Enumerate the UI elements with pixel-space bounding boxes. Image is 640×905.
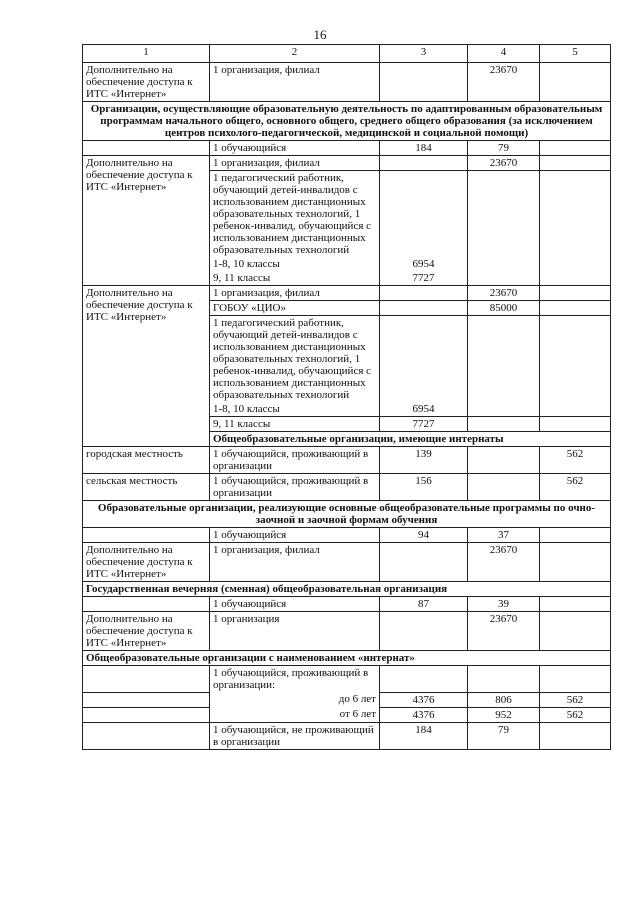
table-row bbox=[83, 156, 611, 171]
row-value: 139 bbox=[380, 447, 468, 474]
row-value: 184 bbox=[380, 722, 468, 749]
row-value: 7727 bbox=[380, 417, 468, 432]
section-title-correspondence: Образовательные организации, реализующие основные общеобразовательные программы по очно-заочной и заочной формам обучения bbox=[83, 501, 611, 528]
table-row bbox=[83, 447, 611, 474]
row-unit: 9, 11 классы bbox=[210, 417, 380, 432]
table-row bbox=[83, 286, 611, 301]
row-unit: 1 обучающийся, не проживающий в организации bbox=[210, 722, 380, 749]
row-value: 156 bbox=[380, 474, 468, 501]
row-unit: 1-8, 10 классы bbox=[210, 257, 380, 271]
row-unit: 1 обучающийся bbox=[210, 141, 380, 156]
row-value: 23670 bbox=[468, 156, 540, 171]
column-header-row bbox=[83, 45, 611, 63]
table-row bbox=[83, 612, 611, 651]
row-value: 39 bbox=[468, 597, 540, 612]
row-label: городская местность bbox=[83, 447, 210, 474]
row-unit: 1-8, 10 классы bbox=[210, 402, 380, 417]
row-unit: 1 обучающийся, проживающий в организации bbox=[210, 447, 380, 474]
row-value: 23670 bbox=[468, 543, 540, 582]
row-label: Дополнительно на обеспечение доступа к ИТС «Интернет» bbox=[83, 63, 210, 102]
col-header-2: 2 bbox=[210, 45, 380, 63]
row-unit: 1 обучающийся bbox=[210, 528, 380, 543]
row-value: 79 bbox=[468, 722, 540, 749]
col-header-1: 1 bbox=[83, 45, 210, 63]
row-value: 23670 bbox=[468, 286, 540, 301]
row-unit: 1 обучающийся bbox=[210, 597, 380, 612]
row-value: 562 bbox=[540, 474, 611, 501]
row-value: 87 bbox=[380, 597, 468, 612]
row-value: 37 bbox=[468, 528, 540, 543]
row-value: 23670 bbox=[468, 612, 540, 651]
row-unit: 1 педагогический работник, обучающий детей-инвалидов с использованием дистанционных образовательных технологий, 1 ребенок-инвалид, обучающийся с использованием дистанционных образовательных технологий bbox=[210, 171, 380, 258]
row-value: 85000 bbox=[468, 301, 540, 316]
section-title-named-internat: Общеобразовательные организации с наименованием «интернат» bbox=[83, 651, 611, 666]
funding-table bbox=[82, 44, 611, 750]
row-unit: 9, 11 классы bbox=[210, 271, 380, 286]
row-value: 6954 bbox=[380, 257, 468, 271]
row-value: 7727 bbox=[380, 271, 468, 286]
table-row bbox=[83, 722, 611, 749]
row-label: сельская местность bbox=[83, 474, 210, 501]
row-label: Дополнительно на обеспечение доступа к ИТС «Интернет» bbox=[83, 286, 210, 447]
row-value: 6954 bbox=[380, 402, 468, 417]
table-row bbox=[83, 141, 611, 156]
row-value: 562 bbox=[540, 447, 611, 474]
table-row bbox=[83, 707, 611, 722]
row-value: 23670 bbox=[468, 63, 540, 102]
row-value: 184 bbox=[380, 141, 468, 156]
page-number: 16 bbox=[313, 27, 327, 42]
row-value: 806 bbox=[468, 692, 540, 707]
table-row bbox=[83, 543, 611, 582]
row-unit: 1 организация, филиал bbox=[210, 543, 380, 582]
row-value: 4376 bbox=[380, 692, 468, 707]
row-unit: 1 организация, филиал bbox=[210, 286, 380, 301]
row-unit: ГОБОУ «ЦИО» bbox=[210, 301, 380, 316]
row-unit: 1 обучающийся, проживающий в организации: bbox=[210, 666, 380, 693]
row-unit: 1 организация bbox=[210, 612, 380, 651]
row-value: 94 bbox=[380, 528, 468, 543]
row-unit: 1 организация, филиал bbox=[210, 63, 380, 102]
table-row bbox=[83, 666, 611, 693]
row-label: Дополнительно на обеспечение доступа к ИТС «Интернет» bbox=[83, 543, 210, 582]
row-unit: 1 организация, филиал bbox=[210, 156, 380, 171]
table-row bbox=[83, 692, 611, 707]
table-row bbox=[83, 597, 611, 612]
row-unit: до 6 лет bbox=[210, 692, 380, 707]
row-label: Дополнительно на обеспечение доступа к ИТС «Интернет» bbox=[83, 612, 210, 651]
row-value: 562 bbox=[540, 707, 611, 722]
col-header-5: 5 bbox=[540, 45, 611, 63]
col-header-3: 3 bbox=[380, 45, 468, 63]
table-row bbox=[83, 528, 611, 543]
row-value: 4376 bbox=[380, 707, 468, 722]
row-unit: от 6 лет bbox=[210, 707, 380, 722]
row-unit: 1 педагогический работник, обучающий детей-инвалидов с использованием дистанционных образовательных технологий, 1 ребенок-инвалид, обучающийся с использованием дистанционных образовательных технологий bbox=[210, 316, 380, 403]
row-label: Дополнительно на обеспечение доступа к ИТС «Интернет» bbox=[83, 156, 210, 286]
section-title-evening: Государственная вечерняя (сменная) общеобразовательная организация bbox=[83, 582, 611, 597]
col-header-4: 4 bbox=[468, 45, 540, 63]
row-value: 79 bbox=[468, 141, 540, 156]
table-row bbox=[83, 63, 611, 102]
row-value: 562 bbox=[540, 692, 611, 707]
section-title-adapted: Организации, осуществляющие образовательную деятельность по адаптированным образовательным программам начального общего, основного общего, среднего общего образования (за исключением центров психолого-педагогической, медицинской и социальной помощи) bbox=[83, 102, 611, 141]
table-row bbox=[83, 474, 611, 501]
section-title-internat: Общеобразовательные организации, имеющие интернаты bbox=[210, 432, 611, 447]
row-value: 952 bbox=[468, 707, 540, 722]
row-unit: 1 обучающийся, проживающий в организации bbox=[210, 474, 380, 501]
